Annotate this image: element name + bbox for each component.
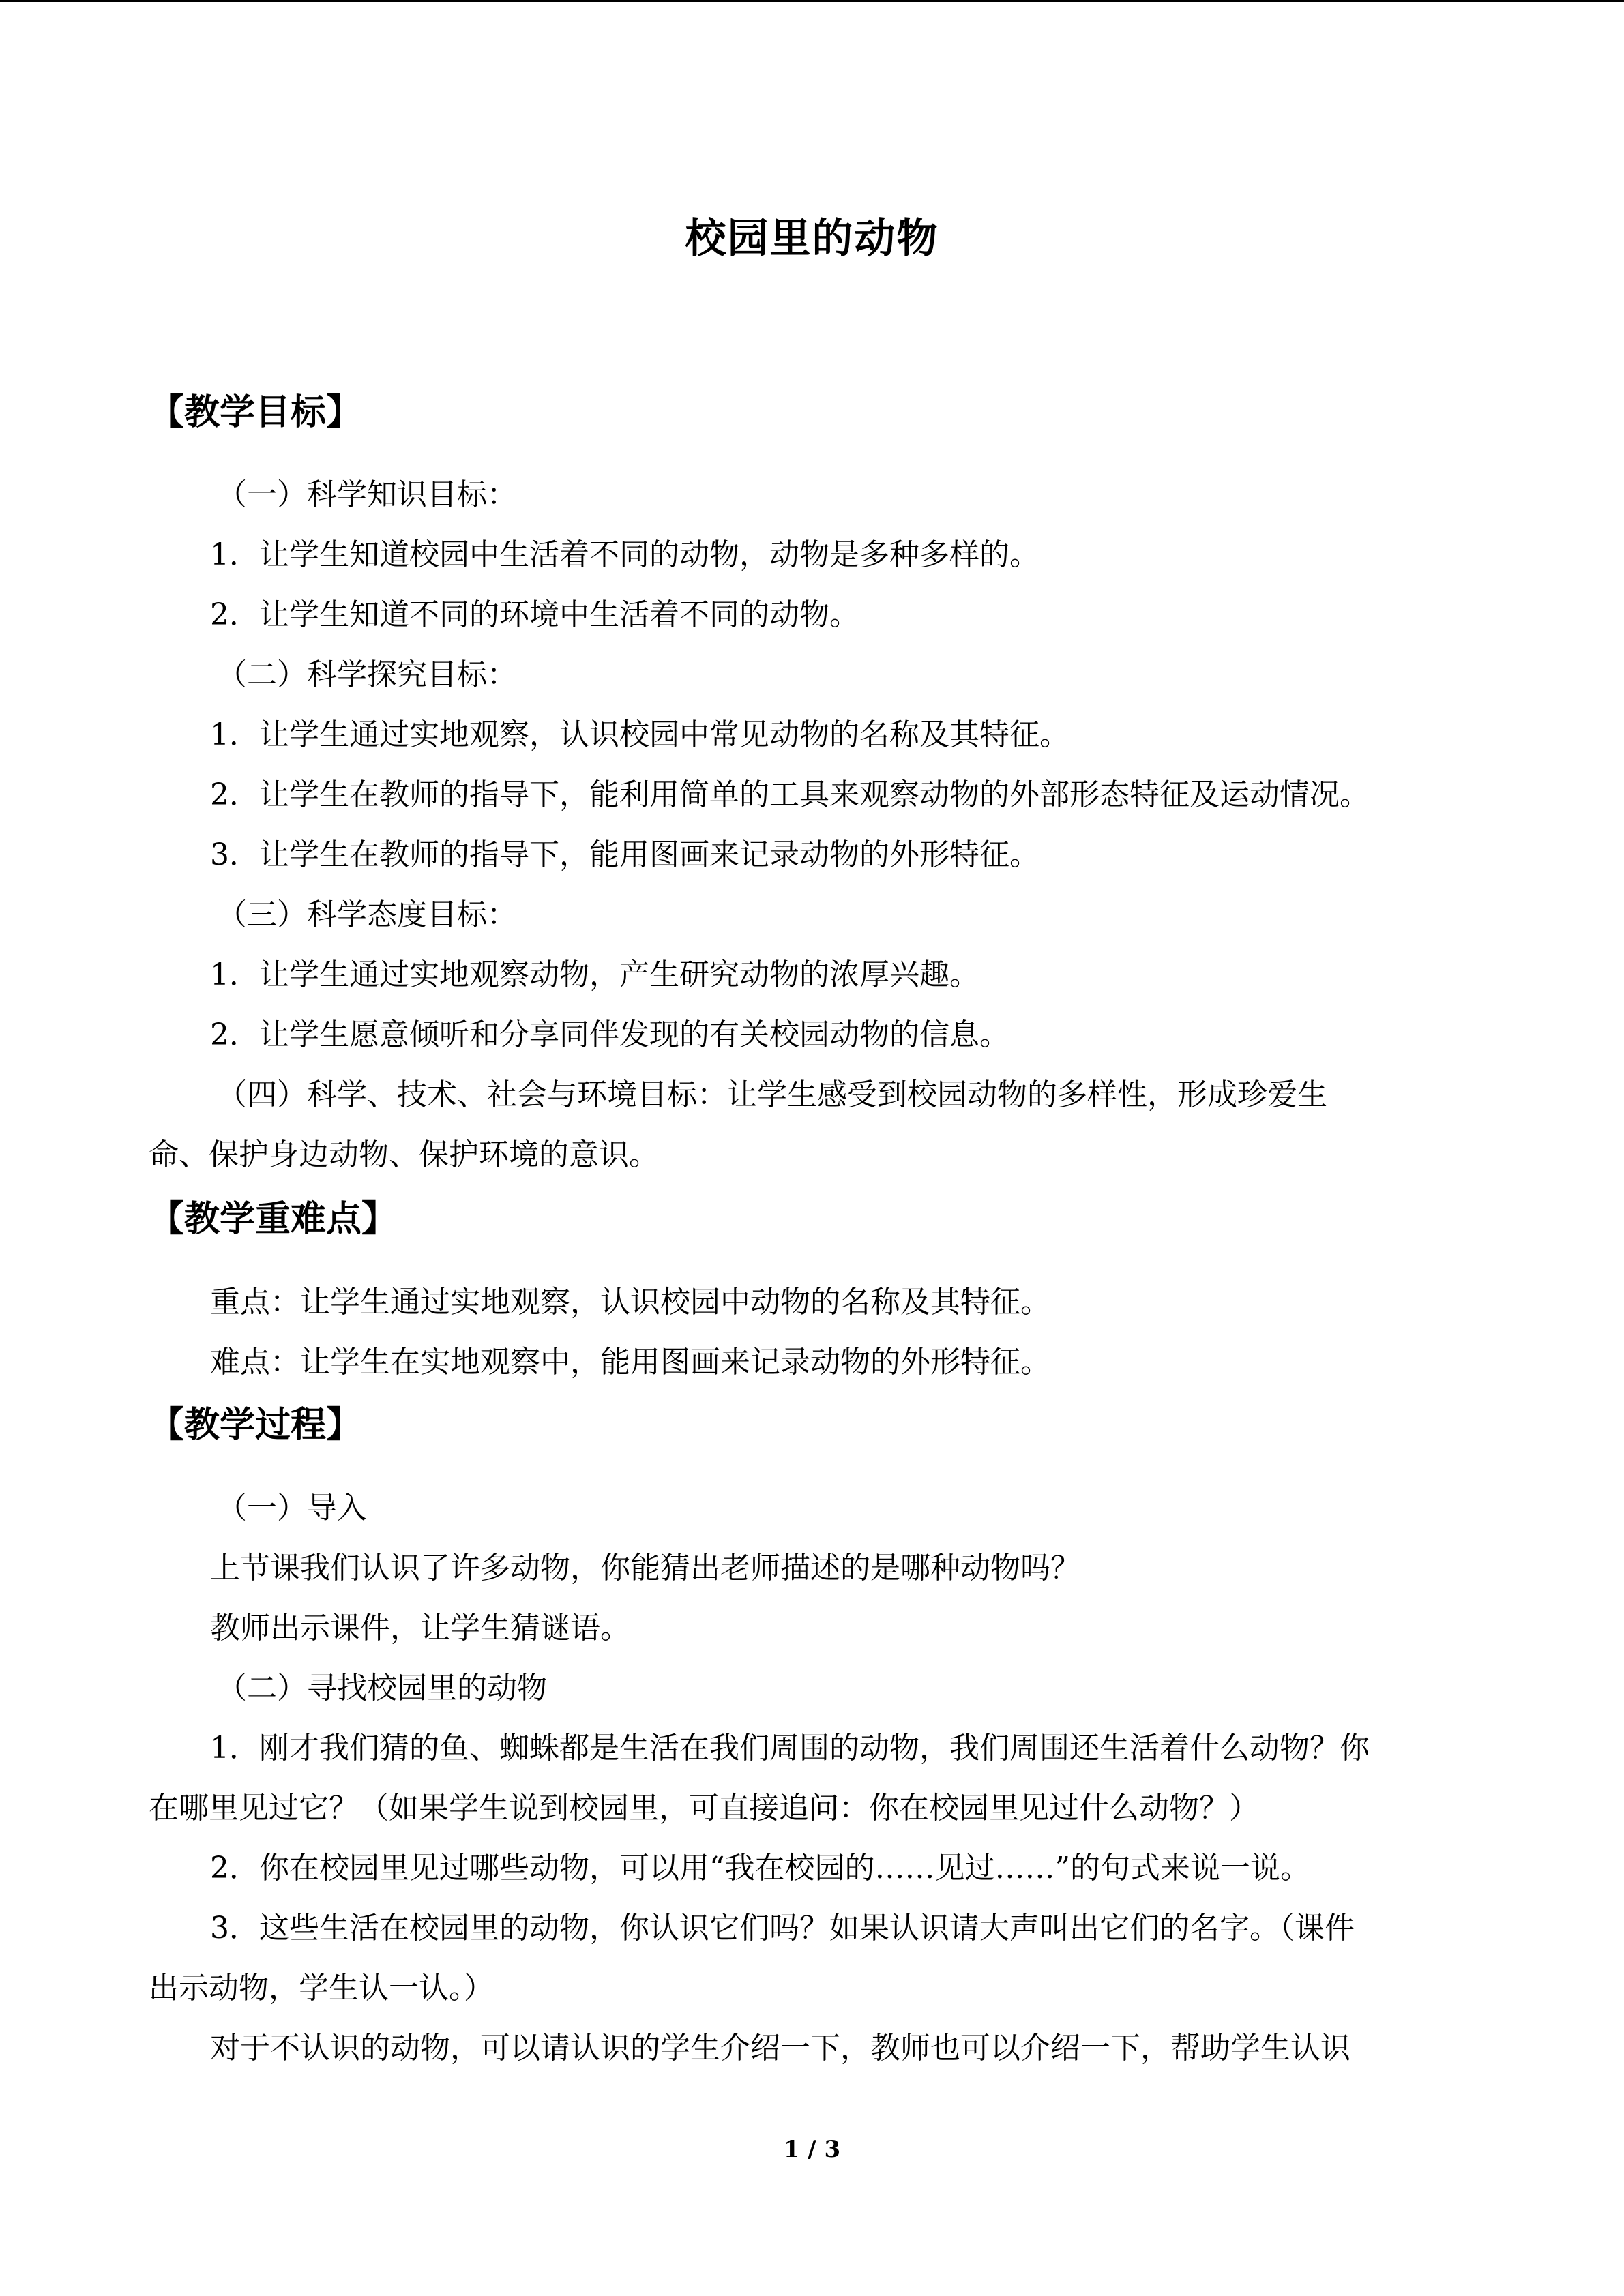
stse-goal-line-1: （四）科学、技术、社会与环境目标：让学生感受到校园动物的多样性，形成珍爱生 <box>217 1077 1327 1112</box>
find-step-3-line-1: 3．这些生活在校园里的动物，你认识它们吗？如果认识请大声叫出它们的名字。（课件 <box>210 1911 1355 1945</box>
knowledge-goal-title: （一）科学知识目标： <box>217 477 517 512</box>
attitude-goal-title: （三）科学态度目标： <box>217 897 517 932</box>
intro-paragraph-1: 上节课我们认识了许多动物，你能猜出老师描述的是哪种动物吗？ <box>210 1551 1080 1585</box>
difficult-point: 难点：让学生在实地观察中，能用图画来记录动物的外形特征。 <box>210 1345 1050 1380</box>
intro-title: （一）导入 <box>217 1491 367 1525</box>
find-step-4-line-1: 对于不认识的动物，可以请认识的学生介绍一下，教师也可以介绍一下，帮助学生认识 <box>210 2031 1350 2066</box>
find-step-1-line-2: 在哪里见过它？（如果学生说到校园里，可直接追问：你在校园里见过什么动物？） <box>149 1791 1259 1825</box>
document-title: 校园里的动物 <box>685 215 939 263</box>
find-step-2: 2．你在校园里见过哪些动物，可以用“我在校园的……见过……”的句式来说一说。 <box>210 1851 1310 1885</box>
heading-key-points: 【教学重难点】 <box>149 1199 398 1240</box>
find-step-3-line-2: 出示动物，学生认一认。） <box>149 1971 494 2006</box>
knowledge-goal-2: 2．让学生知道不同的环境中生活着不同的动物。 <box>210 597 859 632</box>
heading-teaching-goals: 【教学目标】 <box>149 392 362 433</box>
knowledge-goal-1: 1．让学生知道校园中生活着不同的动物，动物是多种多样的。 <box>210 537 1039 572</box>
inquiry-goal-3: 3．让学生在教师的指导下，能用图画来记录动物的外形特征。 <box>210 837 1039 872</box>
heading-teaching-process: 【教学过程】 <box>149 1405 362 1446</box>
stse-goal-line-2: 命、保护身边动物、保护环境的意识。 <box>149 1137 659 1172</box>
intro-paragraph-2: 教师出示课件，让学生猜谜语。 <box>210 1611 630 1645</box>
key-point: 重点：让学生通过实地观察，认识校园中动物的名称及其特征。 <box>210 1285 1050 1320</box>
inquiry-goal-1: 1．让学生通过实地观察，认识校园中常见动物的名称及其特征。 <box>210 717 1069 752</box>
attitude-goal-1: 1．让学生通过实地观察动物，产生研究动物的浓厚兴趣。 <box>210 957 979 992</box>
top-border-line <box>0 0 1624 2</box>
attitude-goal-2: 2．让学生愿意倾听和分享同伴发现的有关校园动物的信息。 <box>210 1017 1009 1052</box>
inquiry-goal-title: （二）科学探究目标： <box>217 657 517 692</box>
inquiry-goal-2: 2．让学生在教师的指导下，能利用简单的工具来观察动物的外部形态特征及运动情况。 <box>210 777 1370 812</box>
page-number: 1 / 3 <box>783 2136 841 2163</box>
find-animals-title: （二）寻找校园里的动物 <box>217 1671 547 1705</box>
find-step-1-line-1: 1．刚才我们猜的鱼、蜘蛛都是生活在我们周围的动物，我们周围还生活着什么动物？你 <box>210 1731 1370 1765</box>
